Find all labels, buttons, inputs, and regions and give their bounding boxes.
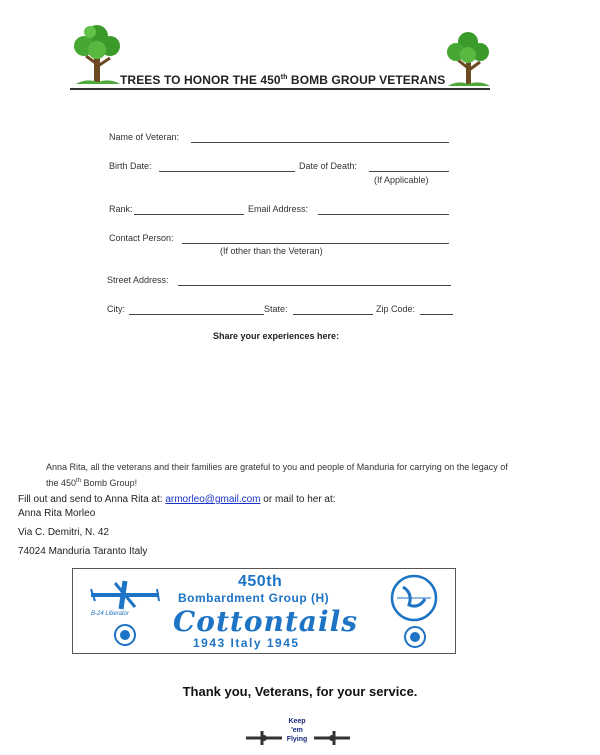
recipient-name: Anna Rita Morleo <box>18 508 96 519</box>
tree-left-icon <box>72 22 124 88</box>
cottontails-banner <box>72 568 456 654</box>
closing-thanks: Thank you, Veterans, for your service. <box>182 684 418 699</box>
email-label: Email Address: <box>248 204 309 214</box>
gratitude-message: Anna Rita, all the veterans and their families are grateful to you and people of Manduria for carrying on the legacy of the 450th Bomb Group! <box>46 462 508 488</box>
name-label: Name of Veteran: <box>109 132 180 142</box>
page-title: TREES TO HONOR THE 450th BOMB GROUP VETERANS <box>120 73 446 87</box>
birth-date-label: Birth Date: <box>109 161 152 171</box>
tree-right-icon <box>446 30 492 88</box>
death-date-label: Date of Death: <box>299 161 358 171</box>
email-field[interactable] <box>318 214 449 215</box>
zip-field[interactable] <box>420 314 453 315</box>
contact-label: Contact Person: <box>109 233 174 243</box>
street-label: Street Address: <box>107 275 169 285</box>
plane-caption: B-24 Liberator <box>91 611 130 617</box>
state-field[interactable] <box>293 314 373 315</box>
death-date-field[interactable] <box>369 171 449 172</box>
globe-emblem-icon <box>389 573 439 623</box>
email-link[interactable]: armorleo@gmail.com <box>165 494 261 505</box>
rank-field[interactable] <box>134 214 244 215</box>
banner-group: Bombardment Group (H) <box>178 591 330 605</box>
banner-years: 1943 Italy 1945 <box>193 636 300 650</box>
right-plane-icon <box>312 730 352 746</box>
header-rule <box>70 88 490 90</box>
left-plane-icon <box>244 730 284 746</box>
left-emblem-icon <box>113 623 137 647</box>
banner-number: 450th <box>238 573 283 590</box>
banner-name: Cottontails <box>173 605 358 638</box>
death-date-note: (If Applicable) <box>374 175 429 185</box>
b24-plane-icon <box>85 577 165 613</box>
recipient-street: Via C. Demitri, N. 42 <box>18 527 109 538</box>
recipient-city: 74024 Manduria Taranto Italy <box>18 546 148 557</box>
keep-em-flying-text: Keep 'em Flying <box>286 718 308 743</box>
contact-note: (If other than the Veteran) <box>220 246 323 256</box>
name-field[interactable] <box>191 142 449 143</box>
zip-label: Zip Code: <box>376 304 416 314</box>
mailing-instructions: Fill out and send to Anna Rita at: armorleo@gmail.com or mail to her at: <box>18 494 336 505</box>
city-field[interactable] <box>129 314 264 315</box>
birth-date-field[interactable] <box>159 171 295 172</box>
state-label: State: <box>264 304 288 314</box>
right-emblem-icon <box>403 625 427 649</box>
contact-field[interactable] <box>182 243 449 244</box>
city-label: City: <box>107 304 125 314</box>
rank-label: Rank: <box>109 204 133 214</box>
share-experiences-label: Share your experiences here: <box>213 331 340 341</box>
street-field[interactable] <box>178 285 451 286</box>
